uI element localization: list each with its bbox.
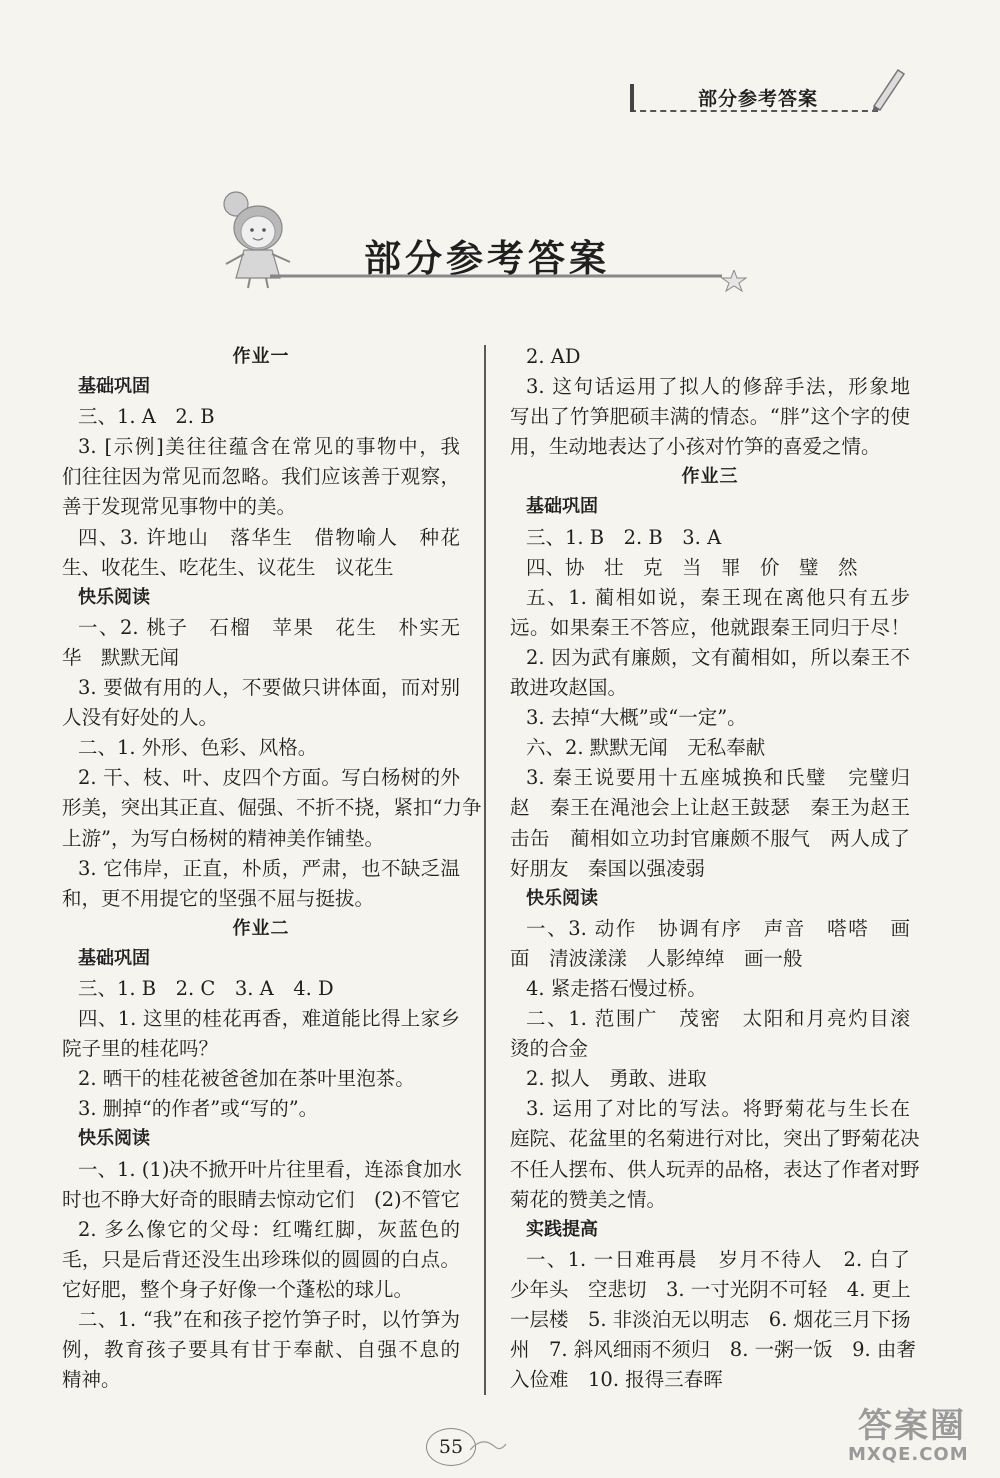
left-column <box>62 342 482 1395</box>
subsection-heading: 快乐阅读 <box>78 1128 150 1150</box>
answer-line: 3. 它伟岸，正直，朴质，严肃，也不缺乏温 <box>78 856 460 880</box>
answer-line: 四、3. 许地山 落华生 借物喻人 种花 <box>78 525 460 549</box>
answer-line: 五、1. 蔺相如说，秦王现在离他只有五步 <box>526 585 910 609</box>
answer-line: 远。如果秦王不答应，他就跟秦王同归于尽！ <box>510 615 910 639</box>
answer-line: 好朋友 秦国以强凌弱 <box>510 856 706 880</box>
answer-line: 赵 秦王在渑池会上让赵王鼓瑟 秦王为赵王 <box>510 796 910 820</box>
watermark-logo: 答案圈 <box>858 1406 966 1446</box>
answer-line: 一、3. 动作 协调有序 声音 嗒嗒 画 <box>526 916 910 940</box>
answer-line: 不任人摆布、供人玩弄的品格，表达了作者对野 <box>510 1157 920 1181</box>
answer-line: 一、1. 一日难再晨 岁月不待人 2. 白了 <box>526 1247 910 1271</box>
answer-line: 精神。 <box>62 1368 121 1392</box>
answer-line: 一、1. (1)决不掀开叶片往里看，连添食加水 <box>78 1157 462 1181</box>
answer-line: 2. 干、枝、叶、皮四个方面。写白杨树的外 <box>78 766 460 790</box>
answer-line: 2. AD <box>526 345 581 368</box>
answer-line: 写出了竹笋肥硕丰满的情态。“胖”这个字的使 <box>510 405 910 429</box>
answer-line: 击缶 蔺相如立功封官廉颇不服气 两人成了 <box>510 826 910 850</box>
answer-line: 三、1. B 2. C 3. A 4. D <box>78 976 334 1000</box>
answer-line: 毛，只是后背还没生出珍珠似的圆圆的白点。 <box>62 1247 460 1271</box>
watermark-url: MXQE.COM <box>848 1444 969 1465</box>
header-tab-bar <box>630 84 634 112</box>
answer-line: 和，更不用提它的坚强不屈与挺拔。 <box>62 886 375 910</box>
page-number: 55 <box>426 1428 476 1466</box>
answer-line: 四、协 壮 克 当 罪 价 璧 然 <box>526 555 858 579</box>
answer-line: 3. 要做有用的人，不要做只讲体面，而对别 <box>78 676 460 700</box>
column-divider <box>484 345 486 1395</box>
answer-line: 二、1. “我”在和孩子挖竹笋子时，以竹笋为 <box>78 1308 460 1331</box>
answer-line: 时也不睁大好奇的眼睛去惊动它们 (2)不管它 <box>62 1187 461 1211</box>
answer-line: 四、1. 这里的桂花再香，难道能比得上家乡 <box>78 1007 460 1031</box>
title-underline <box>270 270 750 294</box>
section-heading: 作业一 <box>232 346 290 367</box>
header-tab <box>630 82 878 112</box>
answer-line: 一、2. 桃子 石榴 苹果 花生 朴实无 <box>78 615 460 639</box>
answer-line: 一层楼 5. 非淡泊无以明志 6. 烟花三月下扬 <box>510 1308 911 1331</box>
section-heading: 作业三 <box>681 466 739 488</box>
answer-line: 华 默默无闻 <box>62 645 180 669</box>
answer-line: 3. 运用了对比的写法。将野菊花与生长在 <box>526 1097 910 1121</box>
pencil-icon <box>868 62 908 112</box>
answer-line: 形美，突出其正直、倔强、不折不挠，紧扣“力争 <box>62 796 482 820</box>
answer-line: 少年头 空悲切 3. 一寸光阴不可轻 4. 更上 <box>510 1277 911 1301</box>
answer-line: 州 7. 斜风细雨不须归 8. 一粥一饭 9. 由奢 <box>510 1338 916 1362</box>
watermark <box>848 1398 994 1474</box>
answer-line: 生、收花生、吃花生、议花生 议花生 <box>62 555 394 579</box>
answer-line: 敢进攻赵国。 <box>510 676 628 700</box>
answer-line: 善于发现常见事物中的美。 <box>62 495 297 519</box>
answer-line: 入俭难 10. 报得三春晖 <box>510 1368 723 1392</box>
answer-line: 2. 多么像它的父母：红嘴红脚，灰蓝色的 <box>78 1217 460 1241</box>
answer-line: 3. 秦王说要用十五座城换和氏璧 完璧归 <box>526 766 910 790</box>
answer-line: 二、1. 范围广 茂密 太阳和月亮灼目滚 <box>526 1007 910 1031</box>
answer-line: 例，教育孩子要具有甘于奉献、自强不息的 <box>62 1338 460 1362</box>
answer-line: 它好肥，整个身子好像一个蓬松的球儿。 <box>62 1277 414 1301</box>
answer-line: 六、2. 默默无闻 无私奉献 <box>526 736 766 760</box>
answer-line: 二、1. 外形、色彩、风格。 <box>78 736 318 760</box>
answer-line: 用，生动地表达了小孩对竹笋的喜爱之情。 <box>510 435 881 459</box>
answer-line: 菊花的赞美之情。 <box>510 1187 667 1211</box>
answer-line: 们往往因为常见而忽略。我们应该善于观察， <box>62 465 460 489</box>
subsection-heading: 基础巩固 <box>78 947 150 969</box>
answer-line: 三、1. A 2. B <box>78 405 215 429</box>
section-heading: 作业二 <box>232 917 290 939</box>
answer-line: 4. 紧走搭石慢过桥。 <box>526 976 707 1000</box>
subsection-heading: 快乐阅读 <box>526 887 598 909</box>
answer-line: 人没有好处的人。 <box>62 706 219 730</box>
answer-line: 2. 拟人 勇敢、进取 <box>526 1067 707 1091</box>
answer-line: 2. 因为武有廉颇，文有蔺相如，所以秦王不 <box>526 645 910 669</box>
subsection-heading: 基础巩固 <box>78 376 150 398</box>
header-tab-label: 部分参考答案 <box>698 88 819 110</box>
subsection-heading: 基础巩固 <box>526 496 598 518</box>
answer-line: 烫的合金 <box>510 1037 589 1061</box>
answer-line: 3. 去掉“大概”或“一定”。 <box>526 706 747 730</box>
page-number-swirl-icon <box>468 1432 508 1462</box>
answer-line: 面 清波漾漾 人影绰绰 画一般 <box>510 946 803 970</box>
answer-line: 3. [示例]美往往蕴含在常见的事物中，我 <box>78 435 460 459</box>
answer-line: 三、1. B 2. B 3. A <box>526 525 722 549</box>
subsection-heading: 实践提高 <box>526 1218 598 1240</box>
answer-line: 2. 晒干的桂花被爸爸加在茶叶里泡茶。 <box>78 1067 415 1091</box>
page-title: 部分参考答案 <box>364 236 610 280</box>
answer-line: 庭院、花盆里的名菊进行对比，突出了野菊花决 <box>510 1127 920 1151</box>
right-column <box>510 342 920 1395</box>
subsection-heading: 快乐阅读 <box>78 586 150 608</box>
answer-line: 3. 这句话运用了拟人的修辞手法，形象地 <box>526 375 910 399</box>
answer-line: 上游”，为写白杨树的精神美作铺垫。 <box>62 826 384 850</box>
answer-line: 3. 删掉“的作者”或“写的”。 <box>78 1097 319 1121</box>
answer-line: 院子里的桂花吗？ <box>62 1037 219 1061</box>
